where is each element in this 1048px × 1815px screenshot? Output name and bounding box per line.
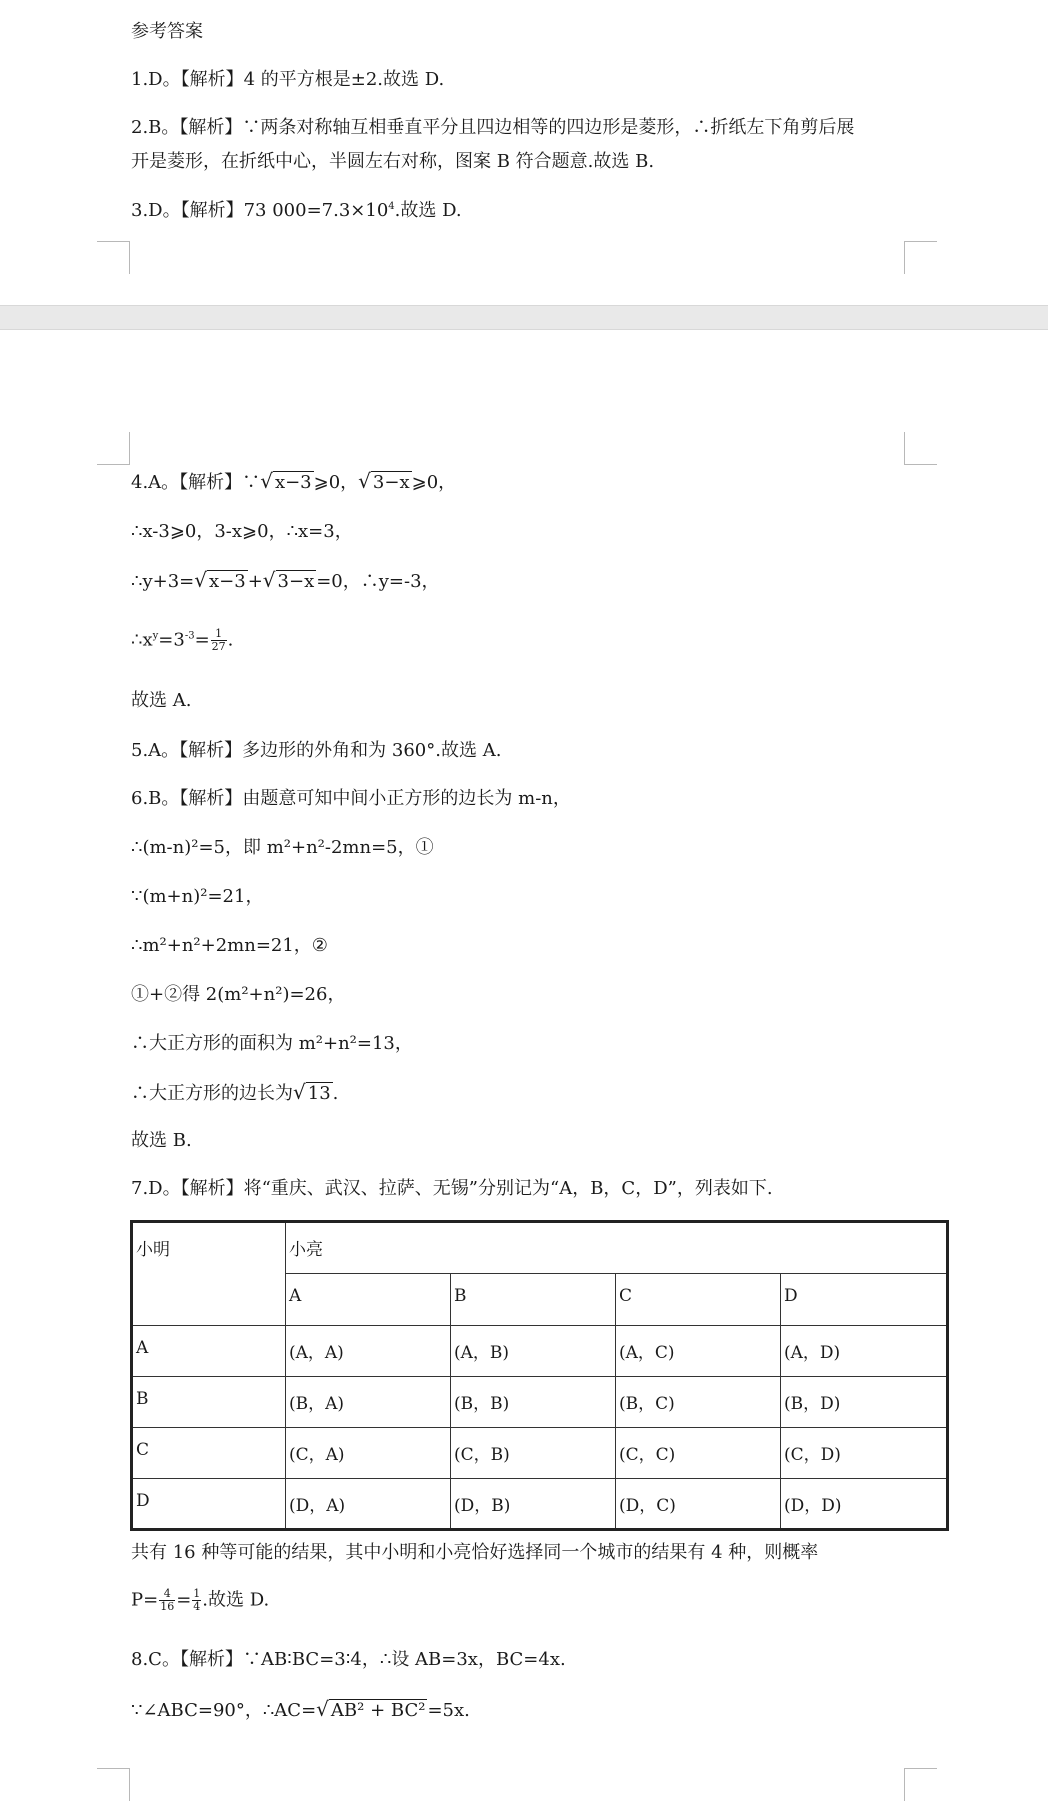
table-header-row [132, 1222, 948, 1274]
answers-heading: 参考答案 [131, 21, 203, 42]
table-row [132, 1479, 948, 1530]
q8-l2-tail: =5x. [427, 1700, 470, 1721]
table-row-label: C [132, 1428, 286, 1479]
q6-l7-text: ∴大正方形的边长为 [131, 1083, 293, 1104]
answer-q6-line8: 故选 B. [131, 1130, 192, 1151]
sqrt-expression: √ 13 [293, 1080, 331, 1104]
outcome-table [130, 1220, 949, 1531]
answer-q6-line6: ∴大正方形的面积为 m²+n²=13， [131, 1033, 413, 1054]
q3-text: 3.D。【解析】73 000=7.3×10 [131, 200, 389, 221]
table-corner-cell: 小明 [132, 1222, 286, 1326]
answer-q7-intro: 7.D。【解析】将“重庆、武汉、拉萨、无锡”分别记为“A，B，C，D”，列表如下. [131, 1178, 773, 1199]
table-row [132, 1377, 948, 1428]
answer-q2-line1: 2.B。【解析】∵两条对称轴互相垂直平分且四边相等的四边形是菱形，∴折纸左下角剪后展 [131, 117, 855, 138]
table-row [132, 1326, 948, 1377]
table-cell: (C，D) [781, 1428, 948, 1479]
document-page-1 [0, 0, 1048, 305]
table-cell: (B，B) [451, 1377, 616, 1428]
answer-q6-line3: ∵(m+n)²=21， [131, 886, 264, 907]
table-cell: (B，D) [781, 1377, 948, 1428]
answer-q3 [131, 199, 462, 223]
table-cell: (A，B) [451, 1326, 616, 1377]
table-col-header: D [781, 1274, 948, 1326]
answer-q4-line3 [131, 568, 440, 594]
answer-q8-line2 [131, 1697, 470, 1723]
sqrt-expression: √ 3−x [358, 469, 410, 493]
answer-q2-line2: 开是菱形，在折纸中心，半圆左右对称，图案 B 符合题意.故选 B. [131, 151, 655, 172]
sqrt-expression: √ 3−x [262, 568, 315, 592]
answer-q4-line1 [131, 469, 456, 495]
q4-l1-text2: ⩾0， [313, 472, 359, 493]
table-col-header: B [451, 1274, 616, 1326]
q4-l4-text: ∴x [131, 629, 153, 651]
answer-q4-line2: ∴x-3⩾0，3-x⩾0，∴x=3， [131, 521, 353, 542]
table-cell: (A，D) [781, 1326, 948, 1377]
answer-q6-line2: ∴(m-n)²=5，即 m²+n²-2mn=5，① [131, 837, 434, 858]
table-cell: (C，B) [451, 1428, 616, 1479]
q7-p-eq: = [176, 1589, 192, 1611]
table-col-header: C [616, 1274, 781, 1326]
answer-q6-line5: ①+②得 2(m²+n²)=26， [131, 984, 346, 1005]
table-top-header: 小亮 [286, 1222, 948, 1274]
table-cell: (D，B) [451, 1479, 616, 1530]
table-row-label: D [132, 1479, 286, 1530]
q4-l4-eq: = [194, 629, 210, 651]
table-row [132, 1428, 948, 1479]
page-corner-mark [97, 1768, 130, 1801]
table-cell: (A，C) [616, 1326, 781, 1377]
table-cell: (B，A) [286, 1377, 451, 1428]
q4-l4-text2: =3 [158, 629, 185, 651]
page-corner-mark [904, 432, 937, 465]
fraction: $\frac{1}{27}$ [211, 627, 226, 653]
q4-l4-dot: . [227, 629, 234, 651]
q4-superscript: y [152, 630, 159, 642]
table-cell: (B，C) [616, 1377, 781, 1428]
answer-q6-line7 [131, 1080, 338, 1106]
answer-q7-after: 共有 16 种等可能的结果，其中小明和小亮恰好选择同一个城市的结果有 4 种，则概率 [131, 1542, 819, 1563]
table-cell: (D，A) [286, 1479, 451, 1530]
q3-tail: .故选 D. [394, 200, 462, 221]
sqrt-expression: √ x−3 [260, 469, 312, 493]
page-corner-mark [97, 241, 130, 274]
sqrt-expression: √ x−3 [194, 568, 246, 592]
sqrt-expression: √ AB² + BC² [316, 1697, 426, 1721]
table-cell: (C，C) [616, 1428, 781, 1479]
q4-l1-text3: ⩾0， [411, 472, 457, 493]
table-cell: (A，A) [286, 1326, 451, 1377]
page-corner-mark [904, 241, 937, 274]
table-cell: (C，A) [286, 1428, 451, 1479]
q4-l3-text2: =0，∴y=-3， [316, 571, 440, 592]
answer-q6-line1: 6.B。【解析】由题意可知中间小正方形的边长为 m-n， [131, 788, 571, 809]
fraction: $\frac{1}{4}$ [193, 1587, 201, 1613]
answer-q6-line4: ∴m²+n²+2mn=21，② [131, 935, 328, 956]
answer-q4-line5: 故选 A. [131, 690, 192, 711]
q4-superscript: -3 [184, 630, 195, 642]
page-separator [0, 305, 1048, 330]
q7-p-label: P= [131, 1589, 159, 1611]
page-corner-mark [904, 1768, 937, 1801]
fraction: $\frac{4}{16}$ [160, 1587, 175, 1613]
answer-q5: 5.A。【解析】多边形的外角和为 360°.故选 A. [131, 740, 502, 761]
table-row-label: B [132, 1377, 286, 1428]
table-cell: (D，C) [616, 1479, 781, 1530]
table-col-header: A [286, 1274, 451, 1326]
page-corner-mark [97, 432, 130, 465]
q3-exponent: 4 [388, 201, 395, 212]
q4-l3-text: ∴y+3= [131, 571, 195, 592]
q4-l1-text: 4.A。【解析】∵ [131, 472, 261, 493]
answer-q7-probability [131, 1588, 269, 1613]
q7-p-tail: .故选 D. [202, 1589, 270, 1611]
q6-l7-dot: . [332, 1083, 339, 1104]
table-cell: (D，D) [781, 1479, 948, 1530]
answer-q8-line1: 8.C。【解析】∵AB∶BC=3∶4，∴设 AB=3x，BC=4x. [131, 1649, 566, 1670]
q8-l2-text: ∵∠ABC=90°，∴AC= [131, 1700, 317, 1721]
answer-q4-line4 [131, 628, 233, 653]
table-row-label: A [132, 1326, 286, 1377]
answer-q1: 1.D。【解析】4 的平方根是±2.故选 D. [131, 69, 445, 90]
q4-l3-plus: + [247, 571, 263, 592]
